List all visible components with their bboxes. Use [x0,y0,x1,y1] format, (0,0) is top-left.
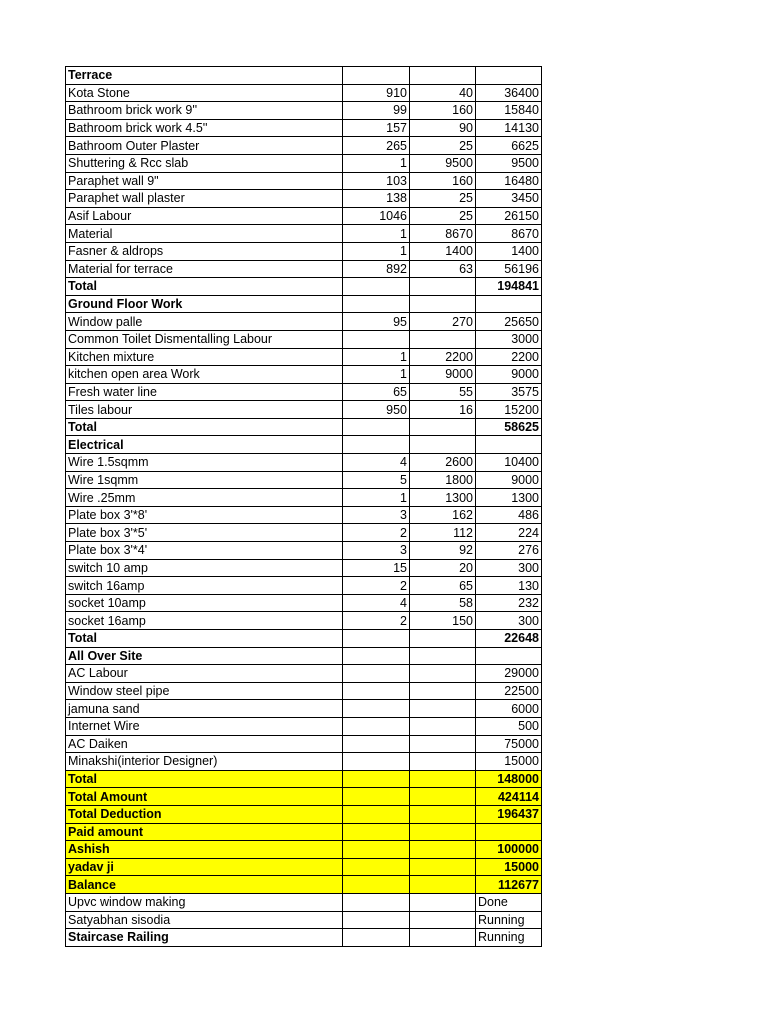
cell-description[interactable]: Material for terrace [66,260,343,278]
cell-description[interactable]: Tiles labour [66,401,343,419]
cell-rate[interactable] [410,770,476,788]
cell-amount[interactable]: 300 [476,612,542,630]
cell-rate[interactable] [410,630,476,648]
cell-description[interactable]: Kota Stone [66,84,343,102]
table-row [66,700,542,718]
table-row [66,893,542,911]
cell-quantity[interactable] [343,876,410,894]
cell-amount[interactable]: 25650 [476,313,542,331]
cell-rate[interactable]: 270 [410,313,476,331]
cell-quantity[interactable] [343,770,410,788]
table-row [66,278,542,296]
table-row [66,770,542,788]
table-row [66,225,542,243]
cell-quantity[interactable]: 1 [343,242,410,260]
table-row [66,876,542,894]
cell-description[interactable]: AC Daiken [66,735,343,753]
cell-description[interactable]: Wire 1sqmm [66,471,343,489]
cell-description[interactable]: AC Labour [66,665,343,683]
cell-rate[interactable]: 90 [410,119,476,137]
table-row [66,911,542,929]
cell-rate[interactable] [410,717,476,735]
cell-rate[interactable]: 20 [410,559,476,577]
cell-amount[interactable]: 58625 [476,418,542,436]
table-row [66,137,542,155]
cell-description[interactable]: Wire .25mm [66,489,343,507]
cell-rate[interactable]: 2600 [410,454,476,472]
cell-description[interactable]: Paraphet wall plaster [66,190,343,208]
cell-rate[interactable] [410,682,476,700]
cell-quantity[interactable] [343,823,410,841]
cell-amount[interactable]: 112677 [476,876,542,894]
cell-rate[interactable]: 160 [410,102,476,120]
cell-amount[interactable]: 9000 [476,471,542,489]
cell-quantity[interactable]: 15 [343,559,410,577]
table-row [66,630,542,648]
cell-amount[interactable]: 15840 [476,102,542,120]
spreadsheet-table [65,66,542,947]
cell-quantity[interactable]: 1 [343,366,410,384]
table-row [66,348,542,366]
cell-amount[interactable]: 3000 [476,330,542,348]
table-row [66,418,542,436]
cell-amount[interactable]: 15200 [476,401,542,419]
spreadsheet-body [66,67,542,947]
cell-amount[interactable] [476,823,542,841]
cell-amount[interactable]: 75000 [476,735,542,753]
table-row [66,242,542,260]
cell-amount[interactable]: 232 [476,594,542,612]
cell-rate[interactable]: 55 [410,383,476,401]
table-row [66,612,542,630]
cell-quantity[interactable]: 1 [343,154,410,172]
cell-quantity[interactable] [343,858,410,876]
cell-quantity[interactable]: 2 [343,577,410,595]
table-row [66,313,542,331]
cell-rate[interactable]: 92 [410,542,476,560]
cell-quantity[interactable] [343,67,410,85]
cell-description[interactable]: Plate box 3'*5' [66,524,343,542]
cell-description[interactable]: Bathroom brick work 4.5'' [66,119,343,137]
cell-rate[interactable]: 1300 [410,489,476,507]
cell-quantity[interactable] [343,418,410,436]
cell-description[interactable]: Total Deduction [66,805,343,823]
cell-quantity[interactable]: 950 [343,401,410,419]
table-row [66,788,542,806]
cell-amount[interactable]: 15000 [476,753,542,771]
cell-quantity[interactable] [343,717,410,735]
cell-description[interactable]: switch 10 amp [66,559,343,577]
cell-description[interactable]: yadav ji [66,858,343,876]
table-row [66,454,542,472]
cell-quantity[interactable] [343,278,410,296]
cell-amount[interactable]: 194841 [476,278,542,296]
cell-amount[interactable]: Running [476,929,542,947]
cell-description[interactable]: Kitchen mixture [66,348,343,366]
cell-amount[interactable] [476,647,542,665]
cell-amount[interactable]: 15000 [476,858,542,876]
table-row [66,577,542,595]
cell-description[interactable]: Common Toilet Dismentalling Labour [66,330,343,348]
cell-description[interactable]: jamuna sand [66,700,343,718]
table-row [66,330,542,348]
cell-description[interactable]: Internet Wire [66,717,343,735]
table-row [66,207,542,225]
cell-rate[interactable]: 25 [410,190,476,208]
cell-quantity[interactable]: 99 [343,102,410,120]
cell-quantity[interactable]: 2 [343,612,410,630]
cell-quantity[interactable] [343,805,410,823]
cell-amount[interactable]: 424114 [476,788,542,806]
cell-rate[interactable]: 63 [410,260,476,278]
cell-quantity[interactable] [343,647,410,665]
cell-quantity[interactable]: 4 [343,594,410,612]
cell-quantity[interactable]: 138 [343,190,410,208]
cell-rate[interactable] [410,929,476,947]
cell-rate[interactable]: 58 [410,594,476,612]
cell-description[interactable]: All Over Site [66,647,343,665]
cell-description[interactable]: Bathroom Outer Plaster [66,137,343,155]
table-row [66,154,542,172]
cell-rate[interactable]: 8670 [410,225,476,243]
table-row [66,524,542,542]
cell-rate[interactable]: 162 [410,506,476,524]
cell-rate[interactable]: 40 [410,84,476,102]
cell-description[interactable]: Window steel pipe [66,682,343,700]
cell-quantity[interactable] [343,665,410,683]
cell-amount[interactable]: 8670 [476,225,542,243]
cell-description[interactable]: Minakshi(interior Designer) [66,753,343,771]
table-row [66,506,542,524]
cell-rate[interactable]: 150 [410,612,476,630]
cell-amount[interactable]: 3575 [476,383,542,401]
cell-description[interactable]: Electrical [66,436,343,454]
cell-quantity[interactable]: 892 [343,260,410,278]
table-row [66,436,542,454]
cell-rate[interactable]: 160 [410,172,476,190]
table-row [66,559,542,577]
cell-quantity[interactable] [343,929,410,947]
cell-amount[interactable]: 14130 [476,119,542,137]
cell-description[interactable]: Paraphet wall 9" [66,172,343,190]
cell-rate[interactable]: 9500 [410,154,476,172]
cell-description[interactable]: Window palle [66,313,343,331]
cell-quantity[interactable] [343,700,410,718]
cell-amount[interactable]: Done [476,893,542,911]
cell-rate[interactable] [410,418,476,436]
cell-description[interactable]: socket 16amp [66,612,343,630]
cell-rate[interactable] [410,823,476,841]
cell-description[interactable]: switch 16amp [66,577,343,595]
cell-rate[interactable] [410,876,476,894]
cell-rate[interactable]: 16 [410,401,476,419]
cell-amount[interactable]: 100000 [476,841,542,859]
cell-description[interactable]: Total [66,770,343,788]
cell-description[interactable]: socket 10amp [66,594,343,612]
cell-rate[interactable]: 112 [410,524,476,542]
table-row [66,841,542,859]
cell-amount[interactable]: 16480 [476,172,542,190]
cell-rate[interactable] [410,700,476,718]
cell-description[interactable]: Material [66,225,343,243]
cell-amount[interactable]: 276 [476,542,542,560]
cell-rate[interactable] [410,858,476,876]
cell-description[interactable]: Plate box 3'*4' [66,542,343,560]
cell-amount[interactable]: 148000 [476,770,542,788]
table-row [66,717,542,735]
cell-rate[interactable] [410,295,476,313]
cell-rate[interactable] [410,330,476,348]
cell-quantity[interactable] [343,330,410,348]
cell-quantity[interactable]: 65 [343,383,410,401]
cell-amount[interactable]: 2200 [476,348,542,366]
cell-quantity[interactable]: 95 [343,313,410,331]
cell-rate[interactable] [410,67,476,85]
cell-description[interactable]: Terrace [66,67,343,85]
cell-rate[interactable] [410,911,476,929]
table-row [66,823,542,841]
cell-quantity[interactable]: 1046 [343,207,410,225]
cell-description[interactable]: Staircase Railing [66,929,343,947]
cell-description[interactable]: kitchen open area Work [66,366,343,384]
cell-rate[interactable] [410,436,476,454]
table-row [66,665,542,683]
cell-rate[interactable] [410,805,476,823]
cell-description[interactable]: Total [66,278,343,296]
cell-rate[interactable] [410,647,476,665]
cell-amount[interactable]: 22500 [476,682,542,700]
cell-quantity[interactable]: 265 [343,137,410,155]
table-row [66,119,542,137]
table-row [66,471,542,489]
cell-amount[interactable]: 9000 [476,366,542,384]
cell-quantity[interactable] [343,436,410,454]
cell-quantity[interactable]: 103 [343,172,410,190]
cell-amount[interactable]: 1400 [476,242,542,260]
cell-description[interactable]: Total Amount [66,788,343,806]
table-row [66,489,542,507]
cell-rate[interactable]: 25 [410,207,476,225]
cell-description[interactable]: Paid amount [66,823,343,841]
cell-rate[interactable] [410,665,476,683]
cell-quantity[interactable] [343,630,410,648]
cell-amount[interactable]: 6000 [476,700,542,718]
cell-rate[interactable] [410,893,476,911]
cell-amount[interactable]: 500 [476,717,542,735]
cell-amount[interactable]: 300 [476,559,542,577]
cell-description[interactable]: Ground Floor Work [66,295,343,313]
cell-amount[interactable]: 29000 [476,665,542,683]
cell-description[interactable]: Balance [66,876,343,894]
cell-rate[interactable]: 1800 [410,471,476,489]
table-row [66,682,542,700]
cell-quantity[interactable]: 3 [343,506,410,524]
cell-quantity[interactable] [343,295,410,313]
table-row [66,594,542,612]
cell-amount[interactable]: 26150 [476,207,542,225]
cell-rate[interactable] [410,841,476,859]
cell-description[interactable]: Total [66,630,343,648]
cell-quantity[interactable]: 4 [343,454,410,472]
cell-amount[interactable]: 224 [476,524,542,542]
cell-amount[interactable]: 196437 [476,805,542,823]
cell-description[interactable]: Plate box 3'*8' [66,506,343,524]
cell-rate[interactable]: 9000 [410,366,476,384]
table-row [66,84,542,102]
cell-quantity[interactable] [343,788,410,806]
cell-description[interactable]: Asif Labour [66,207,343,225]
table-row [66,383,542,401]
table-row [66,172,542,190]
cell-rate[interactable] [410,735,476,753]
cell-quantity[interactable] [343,911,410,929]
cell-quantity[interactable]: 1 [343,489,410,507]
cell-amount[interactable]: 3450 [476,190,542,208]
table-row [66,735,542,753]
cell-rate[interactable]: 1400 [410,242,476,260]
table-row [66,647,542,665]
cell-description[interactable]: Bathroom brick work 9'' [66,102,343,120]
cell-rate[interactable] [410,788,476,806]
cell-amount[interactable] [476,436,542,454]
cell-description[interactable]: Satyabhan sisodia [66,911,343,929]
cell-amount[interactable]: 130 [476,577,542,595]
table-row [66,67,542,85]
table-row [66,929,542,947]
cell-amount[interactable]: 10400 [476,454,542,472]
cell-rate[interactable]: 25 [410,137,476,155]
cell-amount[interactable]: Running [476,911,542,929]
cell-description[interactable]: Upvc window making [66,893,343,911]
cell-amount[interactable]: 1300 [476,489,542,507]
table-row [66,805,542,823]
cell-quantity[interactable] [343,841,410,859]
cell-quantity[interactable]: 157 [343,119,410,137]
cell-description[interactable]: Ashish [66,841,343,859]
table-row [66,366,542,384]
cell-quantity[interactable]: 1 [343,225,410,243]
table-row [66,401,542,419]
cell-quantity[interactable] [343,753,410,771]
cell-amount[interactable]: 56196 [476,260,542,278]
cell-quantity[interactable]: 1 [343,348,410,366]
cell-quantity[interactable]: 910 [343,84,410,102]
cell-amount[interactable]: 6625 [476,137,542,155]
cell-amount[interactable] [476,295,542,313]
cell-rate[interactable]: 2200 [410,348,476,366]
cell-description[interactable]: Total [66,418,343,436]
table-row [66,753,542,771]
cell-quantity[interactable] [343,893,410,911]
cell-description[interactable]: Shuttering & Rcc slab [66,154,343,172]
cell-quantity[interactable] [343,735,410,753]
cell-quantity[interactable] [343,682,410,700]
cell-amount[interactable] [476,67,542,85]
cell-amount[interactable]: 22648 [476,630,542,648]
cell-rate[interactable]: 65 [410,577,476,595]
cell-amount[interactable]: 486 [476,506,542,524]
cell-quantity[interactable]: 3 [343,542,410,560]
cell-description[interactable]: Fasner & aldrops [66,242,343,260]
table-row [66,542,542,560]
cell-amount[interactable]: 36400 [476,84,542,102]
table-row [66,260,542,278]
cell-rate[interactable] [410,278,476,296]
cell-quantity[interactable]: 2 [343,524,410,542]
cell-quantity[interactable]: 5 [343,471,410,489]
cell-amount[interactable]: 9500 [476,154,542,172]
table-row [66,295,542,313]
table-row [66,190,542,208]
cell-description[interactable]: Fresh water line [66,383,343,401]
cell-rate[interactable] [410,753,476,771]
table-row [66,102,542,120]
table-row [66,858,542,876]
cell-description[interactable]: Wire 1.5sqmm [66,454,343,472]
